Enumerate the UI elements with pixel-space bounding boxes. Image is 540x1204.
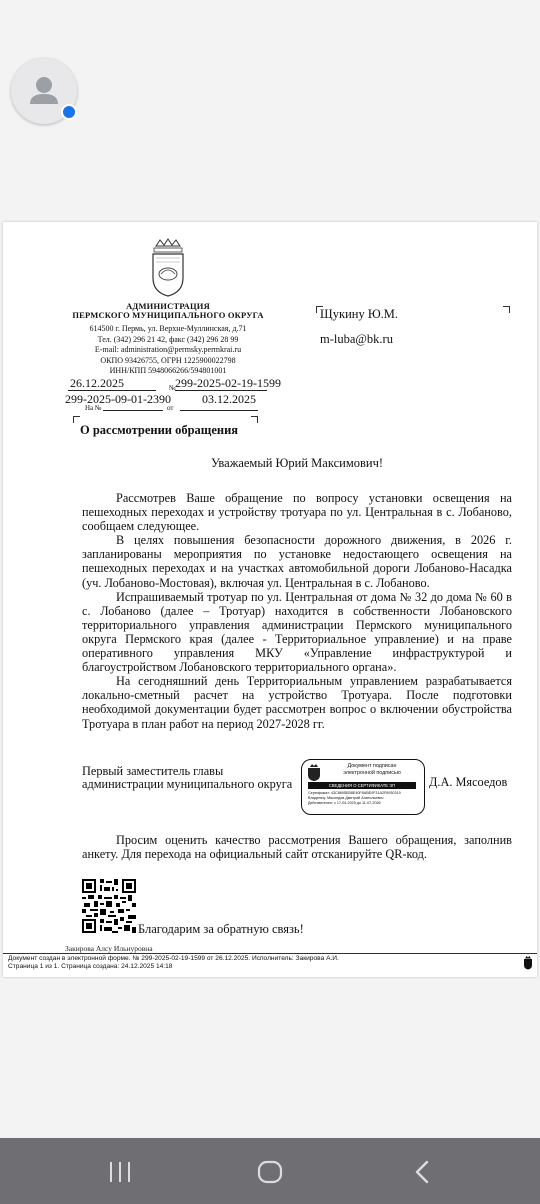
eds-details: Сертификат: 43C8695EB8E40F8ABE0F31A2F8930319 Владелец: Мясоедов Дмитрий Анатольевич Действителен: с 17-04-2025 до 11-07-2026 xyxy=(308,791,401,805)
letter-subject: О рассмотрении обращения xyxy=(80,423,239,437)
footer-emblem-icon xyxy=(523,956,533,970)
document-page xyxy=(3,222,537,977)
underline xyxy=(175,390,267,391)
paragraph: Испрашиваемый тротуар по ул. Центральная от дома № 32 до дома № 60 в с. Лобаново (далее – Тротуар) находится в собственности Лобановского территориального управления администрации Пермского муниципального округа Пермского края (далее - Территориальное управление) и на праве оперативного управления МКУ «Управление инфраструктурой и благоустройством Лобановского территориального органа». xyxy=(82,589,512,675)
incoming-number: 299-2025-09-01-2390 xyxy=(65,392,171,406)
address-corner xyxy=(503,306,510,313)
executor-name: Закирова Алсу Ильнуровна xyxy=(65,944,153,953)
subject-corner xyxy=(73,416,80,423)
system-navigation-bar xyxy=(0,1138,540,1204)
recipient-name: Щукину Ю.М. xyxy=(320,307,399,321)
eds-title: Документ подписан электронной подписью xyxy=(343,763,401,776)
qr-code-icon[interactable] xyxy=(82,879,136,933)
recent-apps-icon[interactable] xyxy=(108,1161,132,1183)
coat-of-arms-icon xyxy=(148,238,188,298)
underline xyxy=(68,390,156,391)
org-contacts: 614500 г. Пермь, ул. Верхне-Муллинская, д.71 Тел. (342) 296 21 42, факс (342) 296 28 99 E-mail: administration@permsky.permkrai.ru ОКПО 93426755, ОГРН 1225900022798 ИНН/КПП 5948066266/594801001 xyxy=(89,324,247,375)
na-label: На № xyxy=(85,404,102,412)
paragraph: Рассмотрев Ваше обращение по вопросу установки освещения на пешеходных переходах и устройству тротуара по ул. Центральная в с. Лобаново, сообщаем следующее. xyxy=(82,491,512,534)
number-sign: № xyxy=(169,384,176,392)
paragraph: В целях повышения безопасности дорожного движения, в 2026 г. запланированы мероприятия по установке недостающего освещения на пешеходных переходах и на участках автомобильной дороги Лобаново-Насадка (уч. Лобаново-Мостовая), включая ул. Центральная в с. Лобаново. xyxy=(82,533,512,590)
coat-of-arms-icon xyxy=(307,764,321,782)
eds-band: СВЕДЕНИЯ О СЕРТИФИКАТЕ ЭП xyxy=(308,782,416,789)
thanks-text: Благодарим за обратную связь! xyxy=(138,922,304,936)
letter-date: 26.12.2025 xyxy=(70,376,124,390)
letter-number: 299-2025-02-19-1599 xyxy=(175,376,281,390)
signer-name: Д.А. Мясоедов xyxy=(429,775,508,789)
survey-text: Просим оценить качество рассмотрения Вашего обращения, заполнив анкету. Для перехода на официальный сайт отсканируйте QR-код. xyxy=(82,833,512,862)
incoming-date: 03.12.2025 xyxy=(202,392,256,406)
e-signature-stamp xyxy=(301,759,425,815)
chat-badge-icon xyxy=(61,104,77,120)
signer-position: Первый заместитель главы администрации муниципального округа xyxy=(82,764,293,791)
recipient-email: m-luba@bk.ru xyxy=(320,332,393,346)
page-footer: Документ создан в электронной форме. № 299-2025-02-19-1599 от 26.12.2025. Исполнитель: Закирова А.И. Страница 1 из 1. Страница создана: 24.12.2025 14:18 xyxy=(8,955,339,970)
underline xyxy=(180,410,258,411)
contact-avatar[interactable] xyxy=(11,58,77,124)
subject-corner xyxy=(251,416,258,423)
home-icon[interactable] xyxy=(257,1160,283,1184)
org-name: АДМИНИСТРАЦИЯ ПЕРМСКОГО МУНИЦИПАЛЬНОГО ОКРУГА xyxy=(72,301,264,320)
ot-label: от xyxy=(167,404,174,412)
back-icon[interactable] xyxy=(412,1160,432,1184)
footer-divider xyxy=(3,953,537,954)
paragraph: На сегодняшний день Территориальным управлением разрабатывается локально-сметный расчет на устройство Тротуара. После подготовки необходимой документации будет рассмотрен вопрос о включении обустройства Тротуара в план работ на период 2027-2028 гг. xyxy=(82,674,512,731)
letter-body xyxy=(82,491,512,731)
underline xyxy=(103,410,163,411)
greeting: Уважаемый Юрий Максимович! xyxy=(210,456,384,470)
